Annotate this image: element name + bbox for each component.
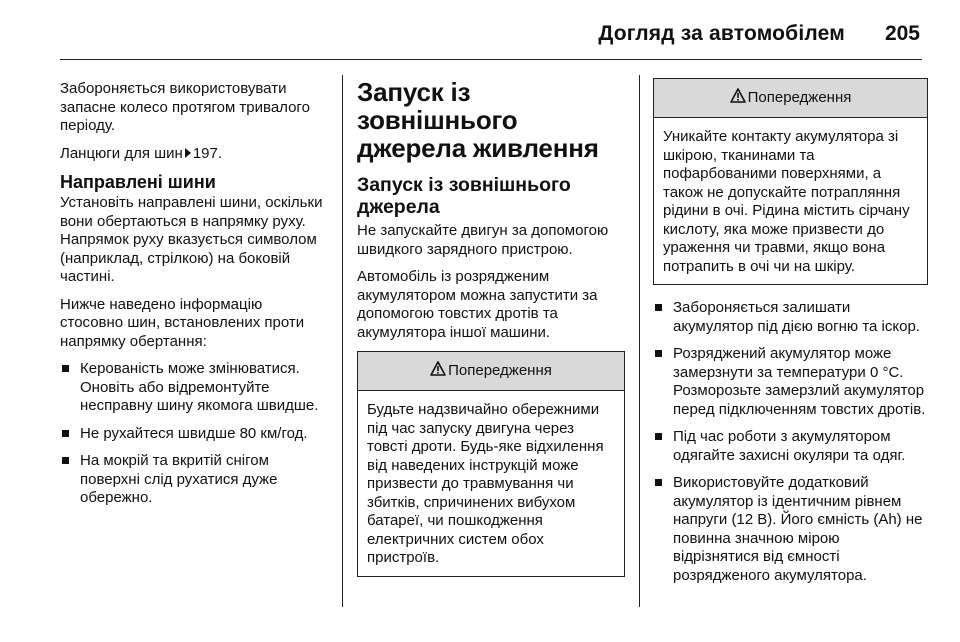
page-header: [0, 0, 960, 60]
bullet-square-icon: [655, 479, 662, 486]
list-item-text: Розряджений акумулятор може замерзнути за температури 0 °C. Розморозьте замерзлий акумулятор перед підключенням товстих дротів.: [673, 345, 926, 418]
list-item: [653, 345, 928, 419]
bullet-square-icon: [655, 304, 662, 311]
fast-charger-paragraph: Не запускайте двигун за допомогою швидкого зарядного пристрою.: [357, 222, 609, 258]
list-item-text: Під час роботи з акумулятором одягайте захисні окуляри та одяг.: [673, 428, 906, 464]
reverse-tyres-paragraph: Нижче наведено інформацію стосовно шин, встановлених проти напрямку обертання:: [60, 295, 305, 350]
list-item: [653, 428, 928, 465]
list-item: [60, 360, 328, 416]
warning-header: [358, 352, 624, 391]
list-item-text: Керованість може змінюватися. Оновіть або відремонтуйте несправну шину якомога швидше.: [80, 360, 319, 414]
bullet-square-icon: [655, 350, 662, 357]
bullet-square-icon: [655, 433, 662, 440]
directional-tyres-heading: Направлені шини: [60, 172, 216, 192]
column-left: [60, 80, 328, 517]
bullet-square-icon: [62, 365, 69, 372]
list-item-text: На мокрій та вкритій снігом поверхні слід рухатися дуже обережно.: [80, 452, 278, 506]
cross-reference-arrow-icon: [185, 148, 191, 158]
list-item: [60, 425, 328, 444]
header-divider: [60, 59, 922, 60]
list-item: [60, 452, 328, 508]
warning-body: Уникайте контакту акумулятора зі шкірою, тканинами та пофарбованими поверхнями, а також не допускайте потрапляння рідини в очі. Рідина містить сірчану кислоту, яка може призвести до ураження чи травми, якщо вона потрапить в очі чи на шкіру.: [663, 128, 910, 275]
warning-body: Будьте надзвичайно обережними під час запуску двигуна через товсті дроти. Будь-яке відхилення від наведених інструкцій може призвести до травмування чи збитків, спричинених вибухом батареї, чи пошкодження електричних систем обох пристроїв.: [367, 401, 604, 566]
column-divider-1: [342, 75, 343, 607]
list-item: [653, 474, 928, 585]
chains-text: Ланцюги для шин: [60, 144, 183, 162]
column-middle: [357, 78, 625, 591]
bullet-square-icon: [62, 457, 69, 464]
directional-tyres-paragraph: Установіть направлені шини, оскільки вони обертаються в напрямку руху. Напрямок руху вказується символом (наприклад, стрілкою) на боковій частині.: [60, 194, 323, 285]
warning-triangle-icon: [730, 88, 746, 109]
battery-bullet-list: [653, 299, 928, 585]
jump-start-main-heading: Запуск із зовнішнього джерела живлення: [357, 77, 599, 163]
list-item-text: Використовуйте додатковий акумулятор із ідентичним рівнем напруги (12 В). Його ємність (Ah) не повинна значною мірою відрізнятися від ємності розрядженого акумулятора.: [673, 474, 923, 584]
warning-box: [357, 351, 625, 577]
warning-title: Попередження: [448, 361, 552, 379]
list-item: [653, 299, 928, 336]
jump-start-sub-heading: Запуск із зовнішнього джерела: [357, 174, 571, 218]
warning-title: Попередження: [747, 88, 852, 106]
warning-triangle-icon: [430, 361, 446, 382]
jump-cables-paragraph: Автомобіль із розрядженим акумулятором можна запустити за допомогою товстих дротів та акумулятора іншої машини.: [357, 268, 598, 341]
warning-header: [654, 79, 927, 118]
column-right: [653, 78, 928, 594]
tyre-bullet-list: [60, 360, 328, 508]
spare-wheel-paragraph: Забороняється використовувати запасне колесо протягом тривалого періоду.: [60, 80, 310, 134]
chains-page-link[interactable]: 197.: [192, 144, 223, 162]
bullet-square-icon: [62, 430, 69, 437]
list-item-text: Забороняється залишати акумулятор під дією вогню та іскор.: [673, 299, 920, 335]
warning-box: [653, 78, 928, 285]
list-item-text: Не рухайтеся швидше 80 км/год.: [80, 424, 308, 442]
column-divider-2: [639, 75, 640, 607]
page-number: 205: [884, 22, 920, 45]
page-title: Догляд за автомобілем: [598, 22, 845, 45]
chains-reference: [60, 145, 328, 164]
